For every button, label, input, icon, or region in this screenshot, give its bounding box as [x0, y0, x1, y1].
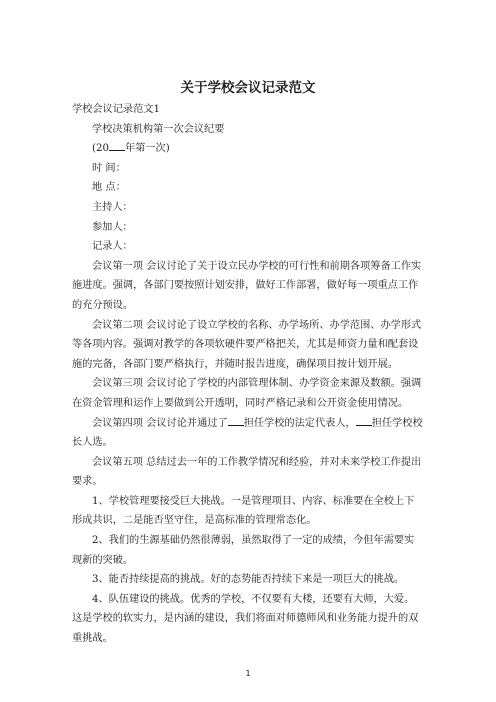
year-blank [109, 141, 125, 151]
agenda-item-1: 会议第一项 会议讨论了关于设立民办学校的可行性和前期各项筹备工作实施进度。强调，各部门要按照计划安排，做好工作部署，做好每一项重点工作的充分预设。 [72, 260, 422, 311]
session-line: (20 年第一次) [92, 143, 170, 155]
field-host: 主持人： [92, 201, 133, 213]
point-2: 2、我们的生源基础仍然很薄弱，虽然取得了一定的成绩，今但年需要实现新的突破。 [72, 535, 415, 566]
subtitle: 学校会议记录范文1 [72, 104, 160, 115]
page-number: 1 [245, 669, 251, 678]
point-1: 1、学校管理要接受巨大挑战。一是管理项目、内容、标准要在全校上下形成共识，二是能否坚守住，是高标准的管理常态化。 [72, 495, 415, 527]
document-title: 关于学校会议记录范文 [180, 80, 316, 96]
field-time: 时 间： [92, 162, 126, 174]
document-body [72, 100, 424, 649]
field-recorder: 记录人： [92, 241, 133, 253]
blank-legal-rep [228, 416, 244, 426]
agenda-item-4: 会议第四项 会议讨论并通过了 担任学校的法定代表人， 担任学校校长人选。 [72, 417, 423, 449]
blank-principal [356, 416, 372, 426]
point-3: 3、能否持续提高的挑战。好的态势能否持续下来是一项巨大的挑战。 [92, 574, 405, 586]
meeting-name: 学校决策机构第一次会议纪要 [92, 123, 225, 135]
field-location: 地 点： [92, 182, 126, 194]
agenda-item-3: 会议第三项 会议讨论了学校的内部管理体制、办学资金来源及数额。强调在资金管理和运作上要做到公开透明，同时严格记录和公开资金使用情况。 [72, 378, 422, 409]
point-4: 4、队伍建设的挑战。优秀的学校，不仅要有大楼，还要有大师，大爱。这是学校的软实力，是内涵的建设，我们将面对师德师风和业务能力提升的双重挑战。 [72, 593, 419, 645]
field-attendees: 参加人： [92, 221, 133, 233]
agenda-item-2: 会议第二项 会议讨论了设立学校的名称、办学场所、办学范围、办学形式等各项内容。强调对教学的各项软硬件要严格把关，尤其是师资力量和配套设施的完备，各部门要严格执行，并随时报告进度，确保项目按计划开展。 [72, 319, 422, 370]
agenda-item-5: 会议第五项 总结过去一年的工作教学情况和经验，并对未来学校工作提出要求。 [72, 456, 422, 488]
